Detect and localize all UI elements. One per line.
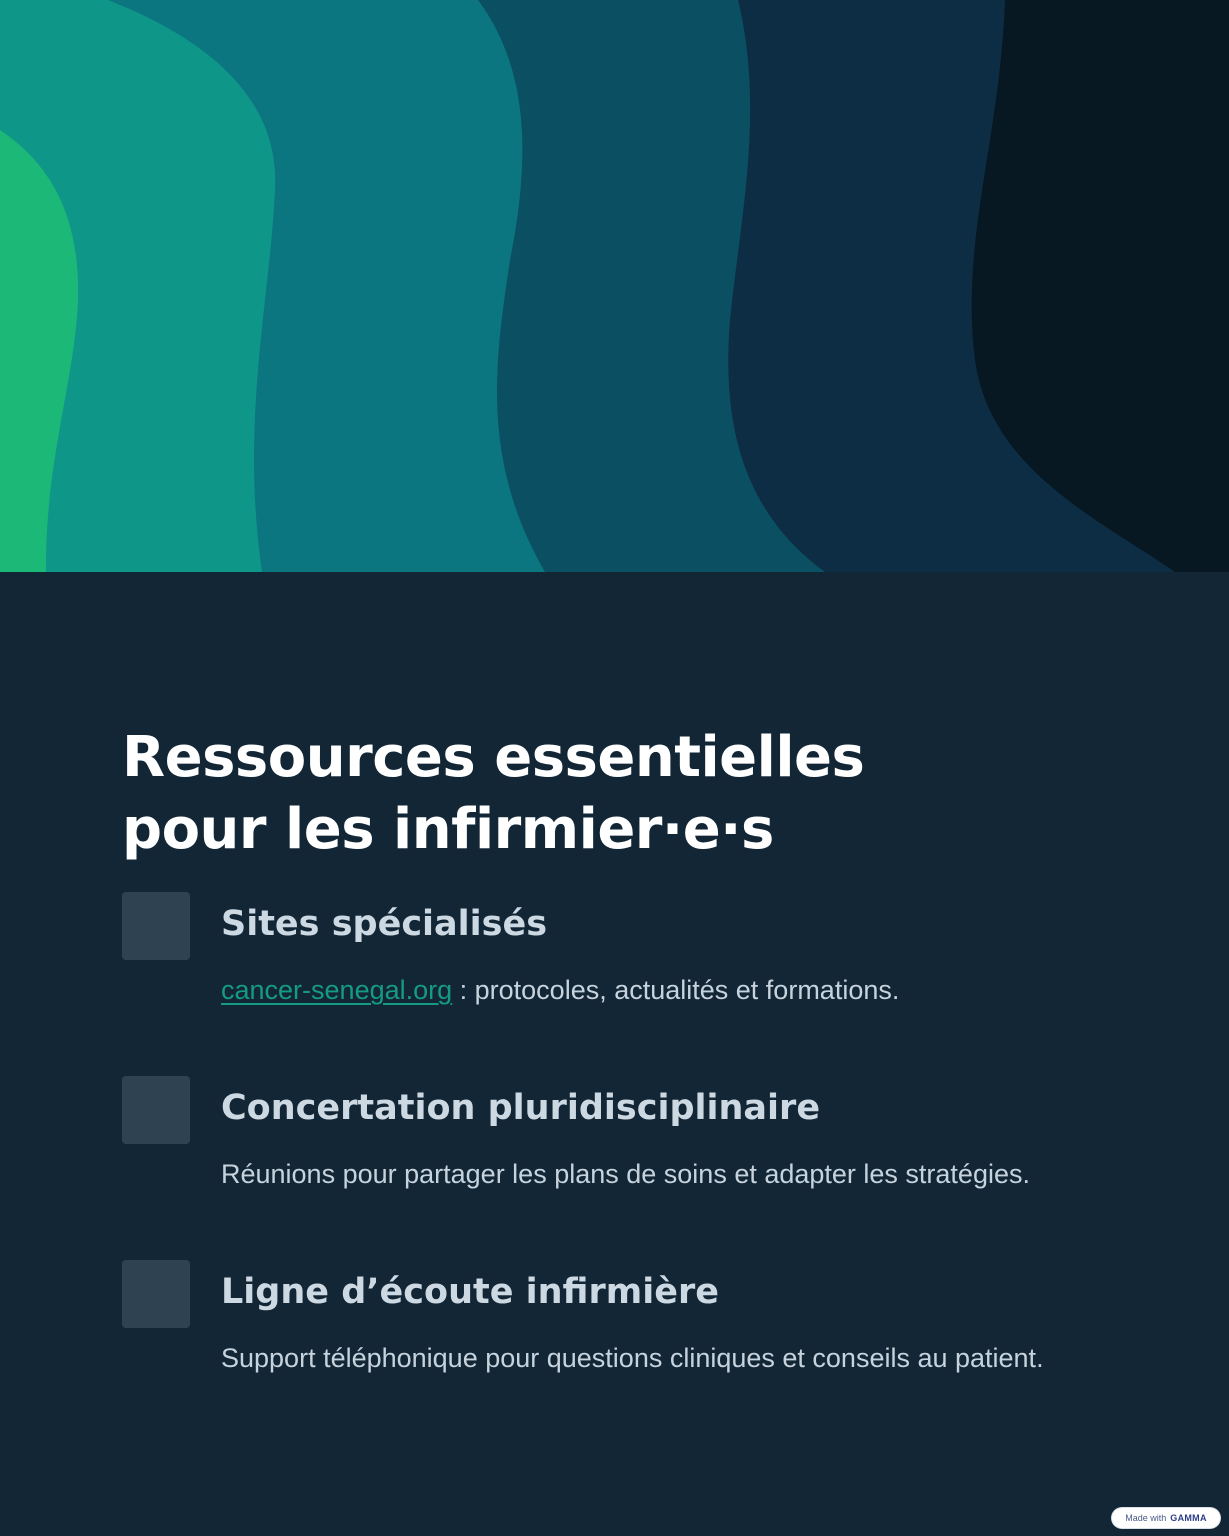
checkbox-icon[interactable]: [122, 1260, 190, 1328]
made-with-gamma-badge[interactable]: [1112, 1508, 1220, 1528]
item-title: Ligne d’écoute infirmière: [221, 1272, 719, 1312]
list-item-concertation: [122, 1076, 1132, 1260]
cancer-senegal-link[interactable]: cancer-senegal.org: [221, 975, 453, 1005]
item-title: Sites spécialisés: [221, 904, 548, 944]
resource-list: [122, 892, 1132, 1444]
page-title-line-1: Ressources essentielles: [122, 725, 865, 790]
item-title: Concertation pluridisciplinaire: [221, 1088, 821, 1128]
checkbox-icon[interactable]: [122, 892, 190, 960]
list-item-ligne-ecoute: [122, 1260, 1132, 1444]
item-description: Réunions pour partager les plans de soins et adapter les stratégies.: [221, 1159, 1030, 1189]
gamma-logo: GAMMA: [1170, 1513, 1207, 1523]
badge-prefix: Made with: [1125, 1513, 1167, 1523]
list-item-sites: [122, 892, 1132, 1076]
page-title-line-2: pour les infirmier·e·s: [122, 797, 774, 862]
checkbox-icon[interactable]: [122, 1076, 190, 1144]
main-content: [122, 722, 1132, 1444]
hero-banner: [0, 0, 1229, 572]
wave-pattern-image: [0, 0, 1229, 572]
page-title: [122, 722, 1132, 866]
item-description-text: : protocoles, actualités et formations.: [452, 975, 900, 1005]
item-description: Support téléphonique pour questions cliniques et conseils au patient.: [221, 1343, 1044, 1373]
item-description: [221, 970, 899, 1010]
